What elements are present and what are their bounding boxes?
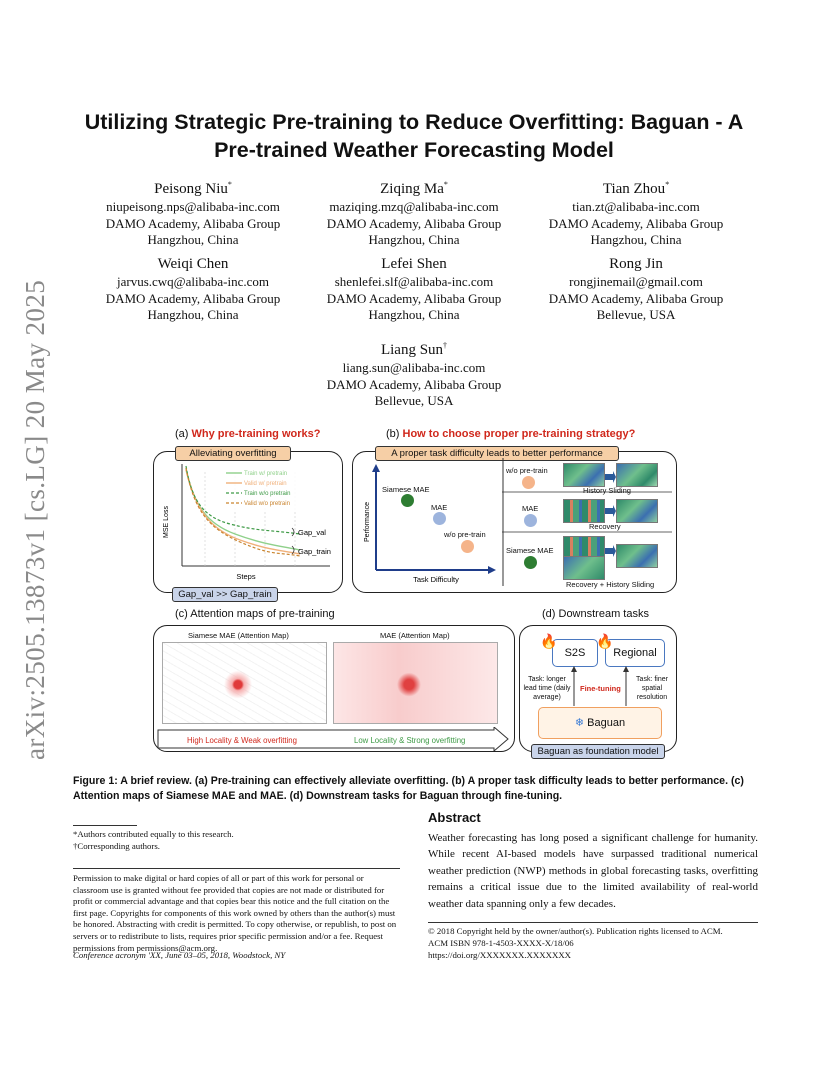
author-affiliation: DAMO Academy, Alibaba Group <box>105 215 281 231</box>
mae-attention-map <box>333 642 498 724</box>
panel-c-heading: (c) Attention maps of pre-training <box>175 608 335 620</box>
baguan-label: Baguan <box>587 717 626 729</box>
author-name: Peisong Niu <box>154 181 228 197</box>
legend-2: Valid w/ pretrain <box>244 481 287 487</box>
b-right-mae: MAE <box>522 504 539 513</box>
author-name: Rong Jin <box>609 256 663 272</box>
d-arrows <box>560 666 640 706</box>
author-mark: * <box>665 180 670 189</box>
author-block <box>73 175 313 249</box>
author-email: shenlefei.slf@alibaba-inc.com <box>334 274 494 289</box>
author-block <box>294 175 534 249</box>
panel-b-title: How to choose proper pre-training strategy? <box>402 428 636 440</box>
author-name: Liang Sun <box>380 342 444 358</box>
copyright-line-1: © 2018 Copyright held by the owner/author(s). Publication rights licensed to ACM. <box>428 926 723 936</box>
figure-caption: Figure 1: A brief review. (a) Pre-training can effectively alleviate overfitting. (b) A proper task difficulty leads to better performance. (c) Attention maps of Siamese MAE and MAE. (d) Downstream tasks for Baguan through fine-tuning. <box>73 775 744 802</box>
title-line-1: Utilizing Strategic Pre-training to Reduce Overfitting: Baguan - A <box>84 110 744 134</box>
difficulty-chart <box>360 462 500 586</box>
author-affiliation: DAMO Academy, Alibaba Group <box>548 290 724 306</box>
author-affiliation: DAMO Academy, Alibaba Group <box>105 290 281 306</box>
author-mark: * <box>227 180 232 189</box>
panel-a-heading <box>175 428 320 440</box>
author-location: Bellevue, USA <box>374 393 454 408</box>
author-name: Lefei Shen <box>381 256 447 272</box>
b-x-axis-label: Task Difficulty <box>413 575 459 584</box>
c-map1-label: Siamese MAE (Attention Map) <box>188 631 289 640</box>
weather-thumbnail <box>563 556 605 580</box>
paper-title <box>60 108 768 164</box>
b-recovery-label: Recovery <box>589 522 621 531</box>
weather-thumbnail <box>616 499 658 523</box>
panel-b-prefix: (b) <box>386 428 403 440</box>
conference-line: Conference acronym 'XX, June 03–05, 2018, Woodstock, NY <box>73 950 286 960</box>
footnote-equal: *Authors contributed equally to this research. <box>73 829 234 839</box>
b-right-wo: w/o pre-train <box>506 466 548 475</box>
b-mae-label: MAE <box>431 503 448 512</box>
snowflake-icon: ❄ <box>574 717 585 729</box>
b-right-wo-dot <box>522 476 535 489</box>
siamese-attention-map <box>162 642 327 724</box>
author-block <box>516 254 756 324</box>
author-mark: † <box>443 341 448 350</box>
copyright-rule <box>428 922 758 923</box>
c-arrow-left-label: High Locality & Weak overfitting <box>187 736 297 745</box>
author-affiliation: DAMO Academy, Alibaba Group <box>326 290 502 306</box>
panel-d-bottom-tag: Baguan as foundation model <box>531 744 665 759</box>
arxiv-stamp: arXiv:2505.13873v1 [cs.LG] 20 May 2025 <box>20 279 50 760</box>
author-email: rongjinemail@gmail.com <box>569 274 703 289</box>
permission-text: Permission to make digital or hard copies of all or part of this work for personal or classroom use is granted without fee provided that copies are not made or distributed for profit or commercial advantage and that copies bear this notice and the full citation on the first page. Copyrights for components of this work owned by others than the author(s) must be honored. Abstracting with credit is permitted. To copy otherwise, or republish, to post on servers or to redistribute to lists, requires prior specific permission and/or a fee. Request permissions from permissions@acm.org. <box>73 873 397 953</box>
author-block <box>294 336 534 410</box>
panel-a-title: Why pre-training works? <box>191 428 321 440</box>
loss-curves-chart <box>160 462 340 584</box>
weather-thumbnail <box>563 463 605 487</box>
footnote-rule <box>73 825 137 826</box>
author-location: Hangzhou, China <box>368 232 460 247</box>
author-location: Hangzhou, China <box>590 232 682 247</box>
d-task-left: Task: longer lead time (daily average) <box>523 676 571 701</box>
d-finetune-label: Fine-tuning <box>580 684 621 693</box>
b-y-axis-label: Performance <box>364 501 371 543</box>
legend-4: Valid w/o pretrain <box>244 501 290 507</box>
b-right-siamese: Siamese MAE <box>506 546 554 555</box>
b-rec-hist-label: Recovery + History Sliding <box>566 580 655 589</box>
b-mae-dot <box>433 512 446 525</box>
copyright-block <box>428 926 758 961</box>
copyright-line-2: ACM ISBN 978-1-4503-XXXX-X/18/06 <box>428 937 574 948</box>
c-arrow-right-label: Low Locality & Strong overfitting <box>354 736 466 745</box>
author-email: niupeisong.nps@alibaba-inc.com <box>106 199 280 214</box>
fire-icon: 🔥 <box>540 635 558 650</box>
locality-arrow <box>156 727 512 751</box>
author-location: Hangzhou, China <box>147 232 239 247</box>
panel-a-bottom-tag: Gap_val >> Gap_train <box>172 587 278 602</box>
weather-thumbnail <box>563 499 605 523</box>
author-name: Tian Zhou <box>602 181 666 197</box>
c-map2-label: MAE (Attention Map) <box>380 631 450 640</box>
legend-3: Train w/o pretrain <box>244 491 291 497</box>
author-email: liang.sun@alibaba-inc.com <box>342 360 486 375</box>
weather-thumbnail <box>616 463 658 487</box>
doi-link[interactable]: https://doi.org/XXXXXXX.XXXXXXX <box>428 949 572 960</box>
author-mark: * <box>443 180 448 189</box>
author-email: jarvus.cwq@alibaba-inc.com <box>116 274 270 289</box>
abstract-text: Weather forecasting has long posed a significant challenge for humanity. While recent AI-based models have surpassed traditional numerical weather prediction (NWP) methods in global forecasting tasks, overfitting remains a critical issue due to the limited availability of real-world weather data spanning only a few decades. <box>428 832 758 910</box>
b-wo-label: w/o pre-train <box>444 530 486 539</box>
d-task-right: Task: finer spatial resolution <box>636 676 668 701</box>
footnote-corresponding: †Corresponding authors. <box>73 841 160 851</box>
b-right-mae-dot <box>524 514 537 527</box>
author-affiliation: DAMO Academy, Alibaba Group <box>326 376 502 392</box>
author-location: Hangzhou, China <box>368 307 460 322</box>
permission-rule <box>73 868 400 869</box>
b-siamese-label: Siamese MAE <box>382 485 430 494</box>
author-affiliation: DAMO Academy, Alibaba Group <box>548 215 724 231</box>
y-axis-label: MSE Loss <box>163 506 170 538</box>
title-line-2: Pre-trained Weather Forecasting Model <box>214 138 614 162</box>
author-block <box>516 175 756 249</box>
gap-val-label: Gap_val <box>298 528 326 537</box>
b-wo-dot <box>461 540 474 553</box>
author-location: Bellevue, USA <box>596 307 676 322</box>
s2s-box: S2S <box>552 639 598 667</box>
fire-icon: 🔥 <box>596 635 614 650</box>
author-block <box>73 254 313 324</box>
author-block <box>294 254 534 324</box>
abstract-heading: Abstract <box>428 810 481 825</box>
b-siamese-dot <box>401 494 414 507</box>
b-history-label: History Sliding <box>583 486 631 495</box>
panel-b-tag: A proper task difficulty leads to better performance <box>375 446 619 461</box>
panel-b-heading <box>386 428 635 440</box>
gap-train-label: Gap_train <box>298 547 331 556</box>
legend-1: Train w/ pretrain <box>244 471 288 477</box>
panel-a-tag: Alleviating overfitting <box>175 446 291 461</box>
author-location: Hangzhou, China <box>147 307 239 322</box>
author-name: Ziqing Ma <box>380 181 444 197</box>
panel-d-heading: (d) Downstream tasks <box>542 608 649 620</box>
baguan-box <box>538 707 662 739</box>
author-email: maziqing.mzq@alibaba-inc.com <box>329 199 499 214</box>
b-right-siamese-dot <box>524 556 537 569</box>
b-arrows <box>603 466 617 566</box>
author-affiliation: DAMO Academy, Alibaba Group <box>326 215 502 231</box>
weather-thumbnail <box>616 544 658 568</box>
author-name: Weiqi Chen <box>157 256 229 272</box>
panel-a-prefix: (a) <box>175 428 192 440</box>
regional-box: Regional <box>605 639 665 667</box>
x-axis-label: Steps <box>236 572 256 581</box>
author-email: tian.zt@alibaba-inc.com <box>572 199 700 214</box>
